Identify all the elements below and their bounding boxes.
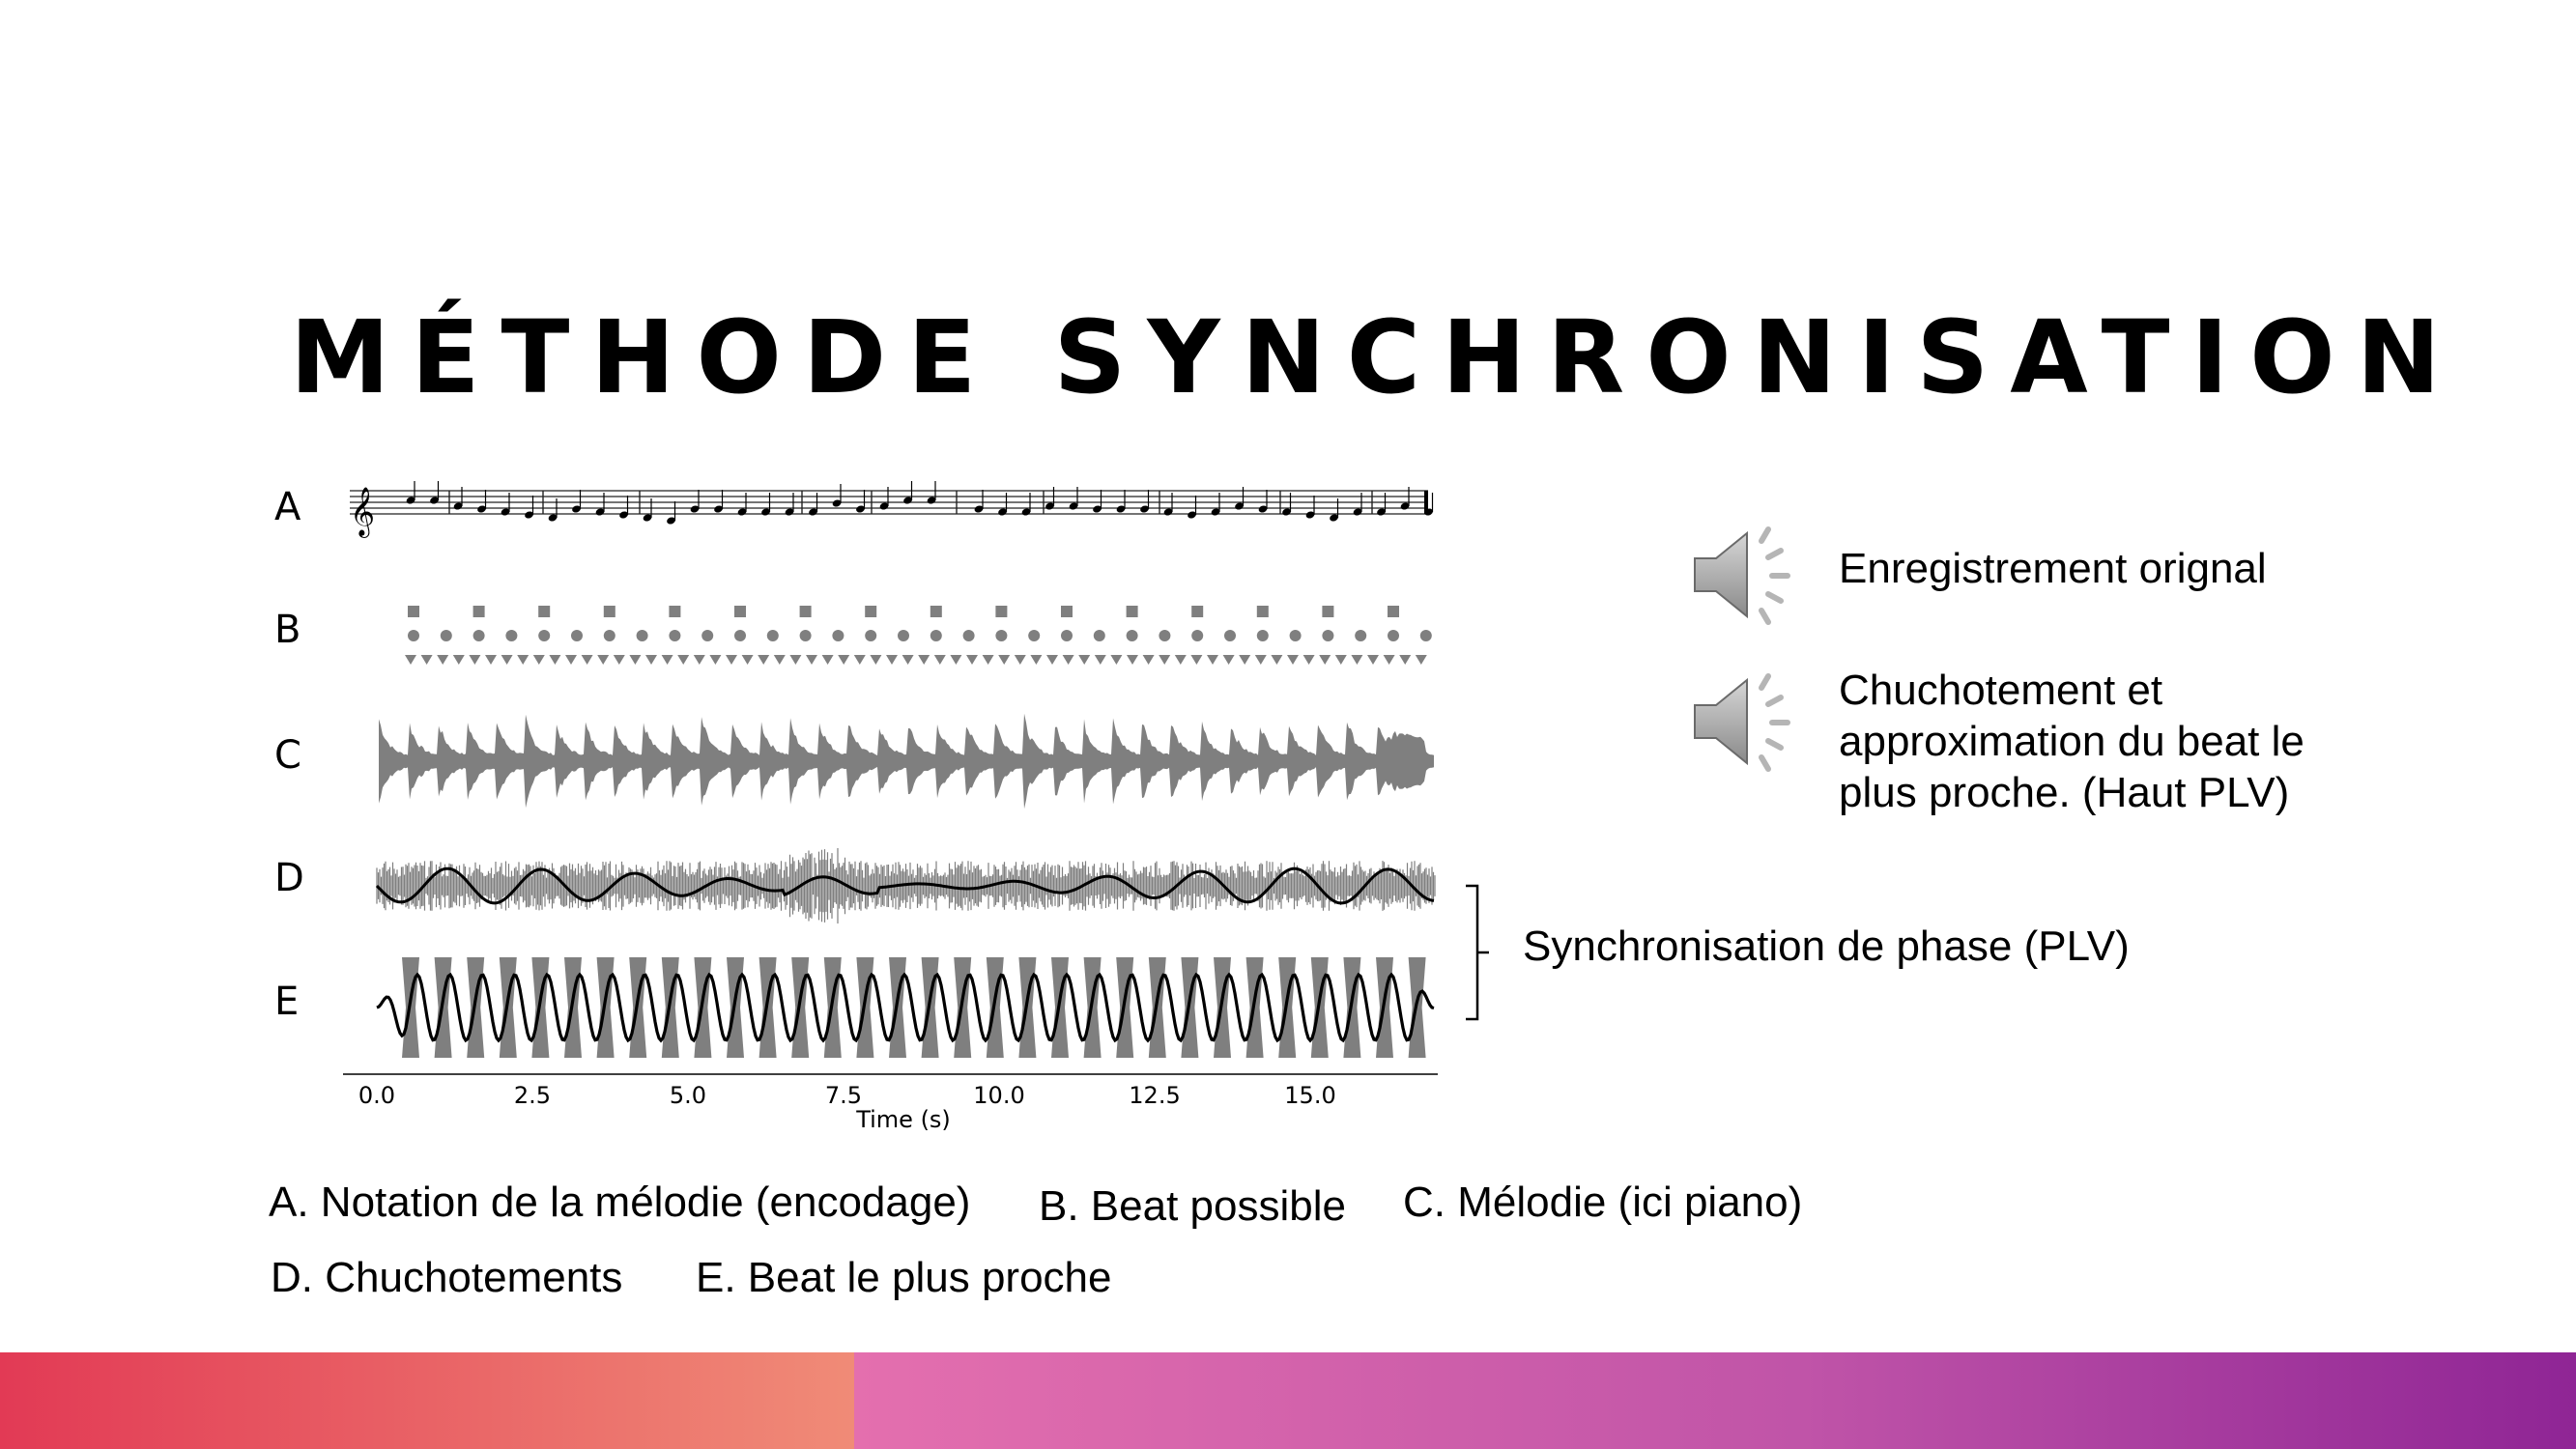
beat-circle <box>1290 630 1302 641</box>
beat-circle <box>441 630 452 641</box>
audio-whisper-label-line: Chuchotement et <box>1839 667 2163 714</box>
x-tick-label: 15.0 <box>1284 1082 1336 1109</box>
beat-triangle <box>565 655 577 665</box>
beat-triangle <box>1367 655 1379 665</box>
beat-triangle <box>597 655 609 665</box>
plv-bracket <box>1464 884 1493 1021</box>
beat-circle <box>538 630 550 641</box>
beat-circle <box>767 630 779 641</box>
beat-triangle <box>902 655 914 665</box>
beat-triangle <box>1015 655 1026 665</box>
beat-triangle <box>1351 655 1362 665</box>
beat-triangle <box>645 655 657 665</box>
beat-circle <box>1028 630 1040 641</box>
beat-triangle <box>966 655 978 665</box>
beat-circle <box>571 630 583 641</box>
beat-triangle <box>1175 655 1187 665</box>
beat-triangle <box>469 655 480 665</box>
beat-circle <box>1159 630 1170 641</box>
x-tick-label: 5.0 <box>669 1082 707 1109</box>
beat-triangle <box>677 655 689 665</box>
beat-circle <box>701 630 713 641</box>
beat-circle <box>800 630 812 641</box>
beat-triangle <box>1303 655 1315 665</box>
beat-square <box>1388 606 1399 617</box>
beat-triangle <box>838 655 849 665</box>
beat-triangle <box>709 655 721 665</box>
beat-circle <box>669 630 680 641</box>
legend-a: A. Notation de la mélodie (encodage) <box>269 1179 971 1226</box>
beat-triangle <box>726 655 737 665</box>
legend-d: D. Chuchotements <box>271 1254 623 1301</box>
melody-waveform-shape <box>379 714 1434 810</box>
beat-triangle <box>614 655 625 665</box>
beat-square <box>800 606 812 617</box>
footer-bar-right <box>854 1352 2576 1449</box>
beat-triangle <box>662 655 673 665</box>
audio-original-label: Enregistrement orignal <box>1839 545 2267 592</box>
beat-triangle <box>582 655 593 665</box>
beat-circle <box>1061 630 1073 641</box>
beat-triangle <box>742 655 754 665</box>
row-label: D <box>274 856 304 900</box>
beat-circle <box>473 630 485 641</box>
beat-square <box>1322 606 1333 617</box>
melody-notation <box>350 481 1434 538</box>
beat-triangle <box>453 655 465 665</box>
beat-triangle <box>983 655 994 665</box>
beat-circle <box>1191 630 1203 641</box>
beat-circle <box>865 630 876 641</box>
beat-triangle <box>421 655 433 665</box>
beat-markers <box>405 606 1432 665</box>
beat-triangle <box>549 655 560 665</box>
beat-circle <box>1257 630 1269 641</box>
beat-triangle <box>1030 655 1042 665</box>
beat-square <box>734 606 746 617</box>
beat-triangle <box>1143 655 1155 665</box>
beat-triangle <box>1110 655 1122 665</box>
row-labels <box>274 485 304 1024</box>
beat-triangle <box>1335 655 1347 665</box>
beat-triangle <box>854 655 866 665</box>
beat-triangle <box>405 655 416 665</box>
audio-whisper-label-line: plus proche. (Haut PLV) <box>1839 769 2290 816</box>
beat-square <box>1257 606 1269 617</box>
beat-triangle <box>1190 655 1202 665</box>
nearest-beat-signal <box>377 957 1434 1058</box>
beat-triangle <box>1287 655 1299 665</box>
decorative-footer-bar <box>0 1352 2576 1449</box>
beat-triangle <box>934 655 946 665</box>
beat-circle <box>408 630 419 641</box>
footer-bar-left <box>0 1352 854 1449</box>
beat-circle <box>963 630 975 641</box>
beat-circle <box>1127 630 1138 641</box>
beat-square <box>1061 606 1073 617</box>
row-label: C <box>274 733 301 778</box>
beat-triangle <box>870 655 881 665</box>
beat-circle <box>637 630 648 641</box>
plv-label: Synchronisation de phase (PLV) <box>1523 923 2130 970</box>
beat-triangle <box>806 655 817 665</box>
time-axis <box>343 1074 1438 1133</box>
row-label: B <box>274 608 301 652</box>
beat-triangle <box>1271 655 1282 665</box>
beat-triangle <box>1255 655 1267 665</box>
beat-triangle <box>1223 655 1235 665</box>
beat-triangle <box>517 655 529 665</box>
beat-triangle <box>918 655 930 665</box>
beat-triangle <box>950 655 961 665</box>
beat-triangle <box>774 655 786 665</box>
beat-triangle <box>1159 655 1170 665</box>
x-axis-label: Time (s) <box>856 1106 951 1133</box>
whisper-waveform <box>377 848 1435 923</box>
audio-whisper-label <box>1839 665 2304 818</box>
legend-b: B. Beat possible <box>1039 1182 1346 1230</box>
beat-triangle <box>1319 655 1331 665</box>
beat-circle <box>1322 630 1333 641</box>
row-label: E <box>274 980 300 1024</box>
beat-triangle <box>1063 655 1074 665</box>
beat-triangle <box>1399 655 1411 665</box>
beat-triangle <box>1046 655 1058 665</box>
speaker-icon[interactable] <box>1691 522 1797 628</box>
beat-square <box>538 606 550 617</box>
beat-square <box>930 606 942 617</box>
beat-triangle <box>758 655 769 665</box>
x-tick-label: 0.0 <box>358 1082 396 1109</box>
x-tick-label: 7.5 <box>824 1082 863 1109</box>
beat-circle <box>995 630 1007 641</box>
treble-clef-icon: 𝄞 <box>350 487 376 536</box>
beat-triangle <box>1384 655 1395 665</box>
legend-c: C. Mélodie (ici piano) <box>1403 1179 1803 1226</box>
beat-triangle <box>1239 655 1250 665</box>
beat-triangle <box>1127 655 1138 665</box>
x-tick-label: 2.5 <box>513 1082 552 1109</box>
beat-circle <box>505 630 517 641</box>
beat-triangle <box>485 655 497 665</box>
beat-square <box>1127 606 1138 617</box>
beat-triangle <box>998 655 1010 665</box>
beat-square <box>669 606 680 617</box>
melody-waveform <box>379 714 1434 810</box>
beat-circle <box>1094 630 1105 641</box>
beat-circle <box>734 630 746 641</box>
beat-triangle <box>1078 655 1090 665</box>
beat-triangle <box>1207 655 1218 665</box>
beat-triangle <box>501 655 513 665</box>
beat-circle <box>898 630 909 641</box>
beat-square <box>995 606 1007 617</box>
beat-triangle <box>533 655 545 665</box>
beat-triangle <box>1095 655 1106 665</box>
beat-triangle <box>1416 655 1427 665</box>
beat-circle <box>930 630 942 641</box>
beat-square <box>604 606 615 617</box>
beat-circle <box>1388 630 1399 641</box>
beat-triangle <box>822 655 834 665</box>
row-label: A <box>274 485 301 529</box>
beat-triangle <box>789 655 801 665</box>
beat-square <box>1191 606 1203 617</box>
beat-square <box>865 606 876 617</box>
beat-triangle <box>694 655 705 665</box>
x-tick-label: 10.0 <box>973 1082 1025 1109</box>
legend-e: E. Beat le plus proche <box>696 1254 1112 1301</box>
beat-circle <box>832 630 844 641</box>
beat-triangle <box>886 655 898 665</box>
beat-triangle <box>437 655 448 665</box>
beat-circle <box>1224 630 1236 641</box>
beat-square <box>408 606 419 617</box>
beat-circle <box>1420 630 1432 641</box>
audio-whisper-label-line: approximation du beat le <box>1839 718 2304 765</box>
beat-square <box>473 606 485 617</box>
x-tick-label: 12.5 <box>1129 1082 1181 1109</box>
beat-circle <box>604 630 615 641</box>
synchronization-figure <box>261 473 1507 1140</box>
beat-triangle <box>629 655 641 665</box>
slide-title: MÉTHODE SYNCHRONISATION <box>290 298 2462 416</box>
speaker-icon[interactable] <box>1691 668 1797 775</box>
beat-circle <box>1355 630 1366 641</box>
